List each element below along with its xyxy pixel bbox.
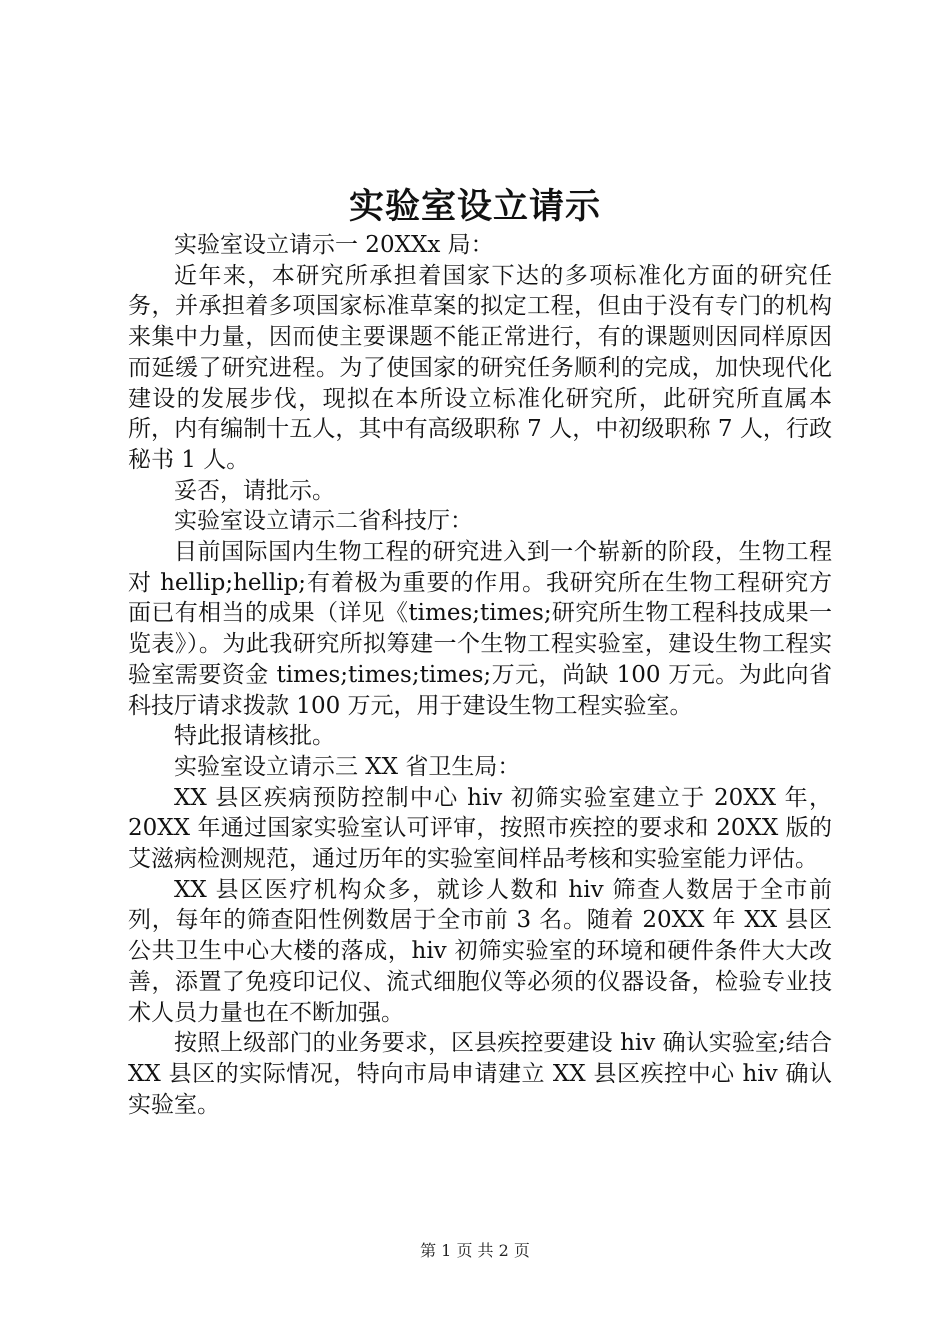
paragraph-request-three-body-3: 按照上级部门的业务要求，区县疾控要建设 hiv 确认实验室;结合 XX 县区的实际情况，特向市局申请建立 XX 县区疾控中心 hiv 确认实验室。: [128, 1030, 832, 1118]
paragraph-request-two-closing: 特此报请核批。: [174, 723, 335, 750]
paragraph-request-three-body-1: XX 县区疾病预防控制中心 hiv 初筛实验室建立于 20XX 年，20XX 年通过国家实验室认可评审，按照市疾控的要求和 20XX 版的艾滋病检测规范，通过历年的实验室间样品考核和实验室能力评估。: [128, 784, 832, 873]
paragraph-request-one-heading: 实验室设立请示一 20XXx 局：: [174, 232, 494, 258]
page-footer: 第 1 页 共 2 页: [420, 1241, 530, 1260]
paragraph-request-two-body: 目前国际国内生物工程的研究进入到一个崭新的阶段，生物工程对 hellip;hellip;有着极为重要的作用。我研究所在生物工程研究方面已有相当的成果（详见《times;times;研究所生物工程科技成果一览表》）。为此我研究所拟筹建一个生物工程实验室，建设生物工程实验室需要资金 times;times;times;万元，尚缺 100 万元。为此向省科技厅请求拨款 100 万元，用于建设生物工程实验室。: [128, 539, 832, 719]
document-title: 实验室设立请示: [348, 186, 601, 227]
document-body: [128, 230, 832, 1120]
paragraph-request-three-heading: 实验室设立请示三 XX 省卫生局：: [174, 753, 521, 780]
paragraph-request-three-body-2: XX 县区医疗机构众多，就诊人数和 hiv 筛查人数居于全市前列，每年的筛查阳性例数居于全市前 3 名。随着 20XX 年 XX 县区公共卫生中心大楼的落成，hiv 初筛实验室的环境和硬件条件大大改善，添置了免疫印记仪、流式细胞仪等必须的仪器设备，检验专业技术人员力量也在不断加强。: [128, 876, 832, 1026]
paragraph-request-two-heading: 实验室设立请示二省科技厅：: [174, 508, 473, 535]
paragraph-request-one-closing: 妥否，请批示。: [174, 477, 335, 504]
paragraph-request-one-body: 近年来，本研究所承担着国家下达的多项标准化方面的研究任务，并承担着多项国家标准草案的拟定工程，但由于没有专门的机构来集中力量，因而使主要课题不能正常进行，有的课题则因同样原因而延缓了研究进程。为了使国家的研究任务顺利的完成，加快现代化建设的发展步伐，现拟在本所设立标准化研究所，此研究所直属本所，内有编制十五人，其中有高级职称 7 人，中初级职称 7 人，行政秘书 1 人。: [128, 262, 832, 473]
